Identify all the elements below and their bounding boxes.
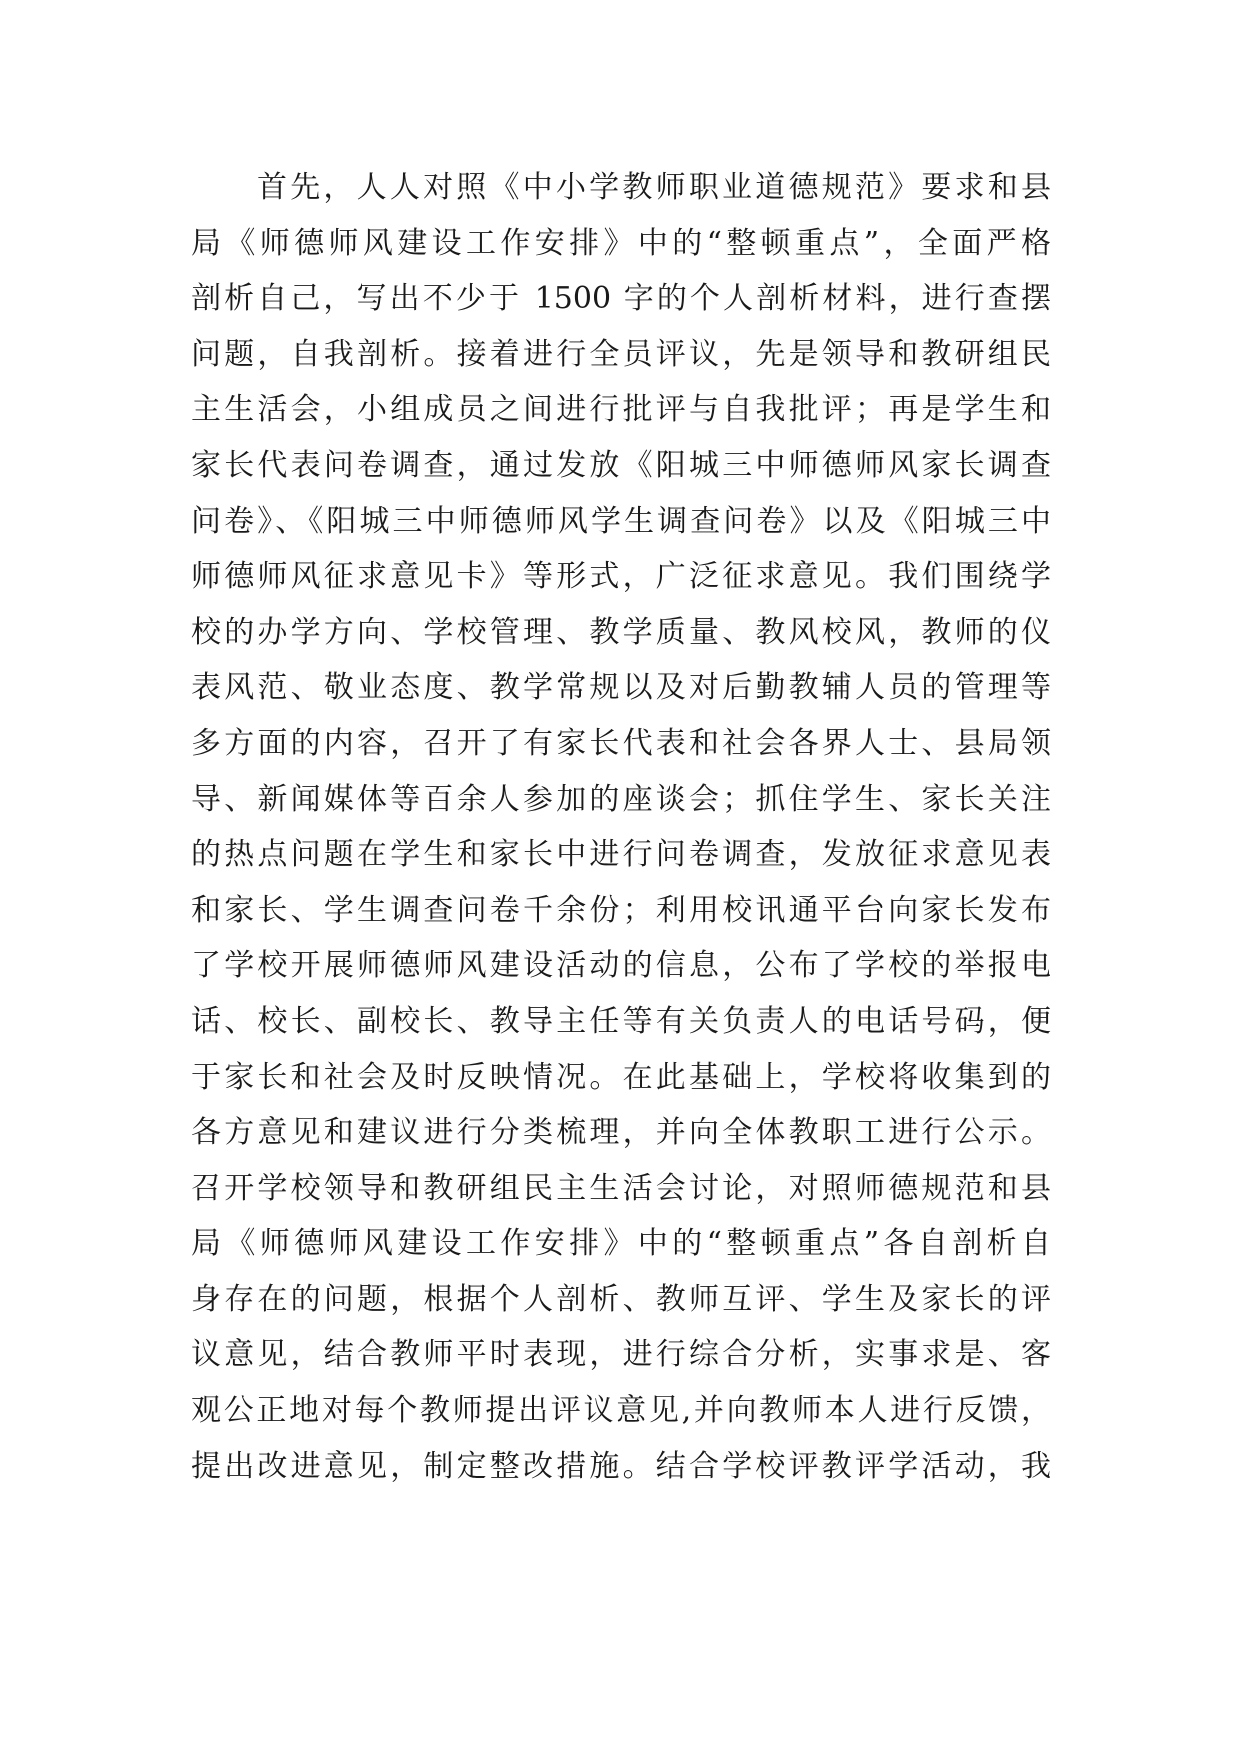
text-line: 和家长、学生调查问卷千余份；利用校讯通平台向家长发布 [191,892,1051,928]
text-line: 家长代表问卷调查，通过发放《阳城三中师德师风家长调查 [191,447,1051,483]
text-line: 于家长和社会及时反映情况。在此基础上，学校将收集到的 [191,1059,1051,1095]
text-line: 身存在的问题，根据个人剖析、教师互评、学生及家长的评 [191,1281,1051,1317]
text-line: 观公正地对每个教师提出评议意见,并向教师本人进行反馈， [191,1393,1051,1429]
text-line: 局《师德师风建设工作安排》中的“整顿重点”，全面严格 [191,225,1051,261]
text-line: 表风范、敬业态度、教学常规以及对后勤教辅人员的管理等 [191,670,1051,706]
text-line: 问卷》、《阳城三中师德师风学生调查问卷》以及《阳城三中 [191,503,1051,539]
body-paragraph [191,160,1051,1494]
text-line: 话、校长、副校长、教导主任等有关负责人的电话号码，便 [191,1003,1051,1039]
text-line: 主生活会，小组成员之间进行批评与自我批评；再是学生和 [191,392,1051,428]
text-line: 师德师风征求意见卡》等形式，广泛征求意见。我们围绕学 [191,559,1051,595]
text-line: 召开学校领导和教研组民主生活会讨论，对照师德规范和县 [191,1170,1051,1206]
text-line: 各方意见和建议进行分类梳理，并向全体教职工进行公示。 [191,1115,1051,1151]
text-line: 校的办学方向、学校管理、教学质量、教风校风，教师的仪 [191,614,1051,650]
text-line: 提出改进意见，制定整改措施。结合学校评教评学活动，我 [191,1448,1051,1484]
text-line: 导、新闻媒体等百余人参加的座谈会；抓住学生、家长关注 [191,781,1051,817]
text-line: 了学校开展师德师风建设活动的信息，公布了学校的举报电 [191,948,1051,984]
text-line: 局《师德师风建设工作安排》中的“整顿重点”各自剖析自 [191,1226,1051,1262]
text-line: 剖析自己，写出不少于 1500 字的个人剖析材料，进行查摆 [191,281,1051,317]
text-line: 问题，自我剖析。接着进行全员评议，先是领导和教研组民 [191,336,1051,372]
text-line: 首先，人人对照《中小学教师职业道德规范》要求和县 [257,170,1051,205]
text-line: 议意见，结合教师平时表现，进行综合分析，实事求是、客 [191,1337,1051,1373]
text-line: 多方面的内容，召开了有家长代表和社会各界人士、县局领 [191,725,1051,761]
text-line: 的热点问题在学生和家长中进行问卷调查，发放征求意见表 [191,837,1051,873]
